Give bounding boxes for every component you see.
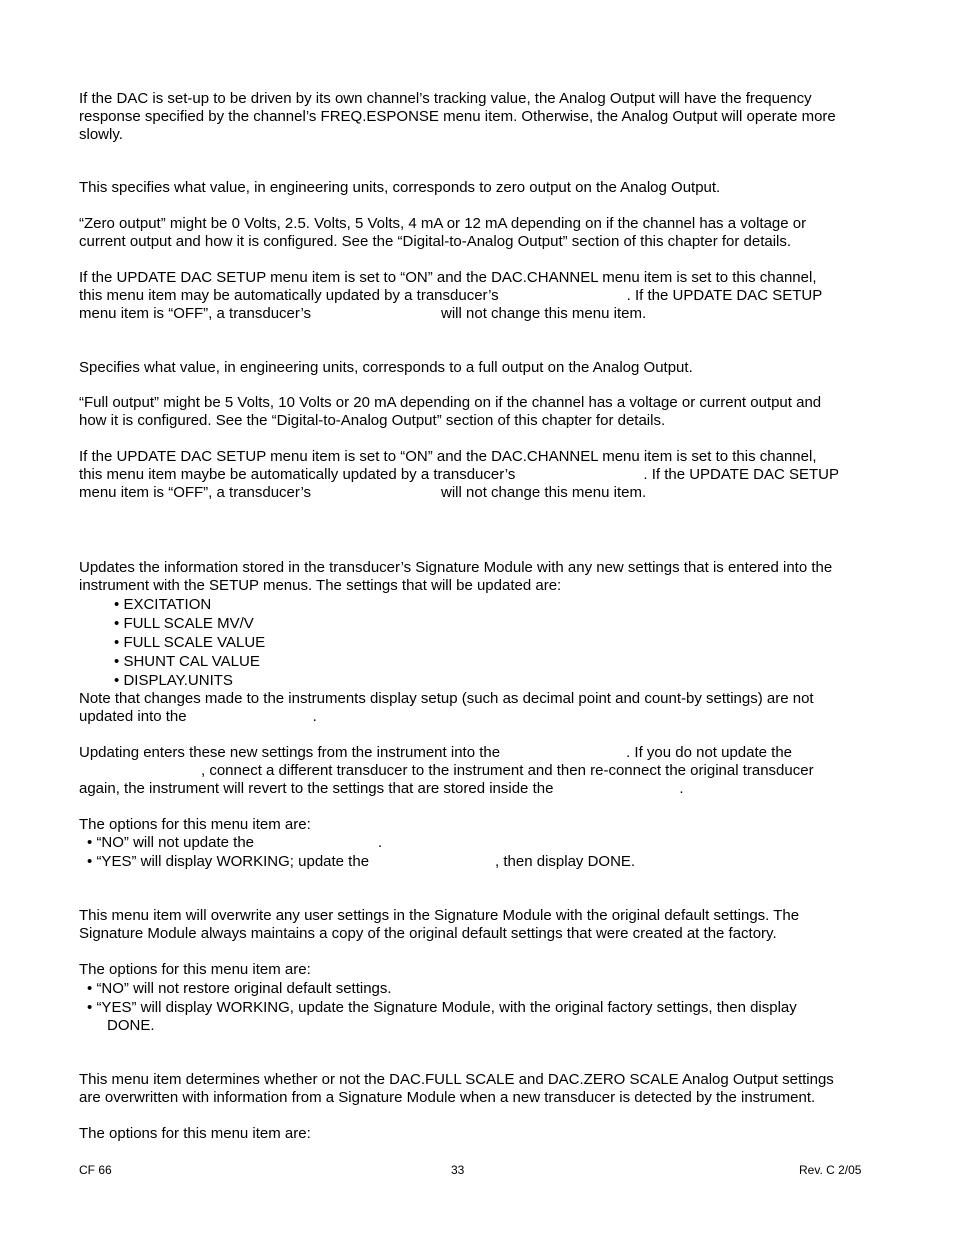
body-text-line <box>79 484 646 502</box>
footer-document-id: CF 66 <box>79 1163 112 1177</box>
text-segment: menu item is “OFF”, a transducer’s <box>79 484 312 501</box>
text-segment: . <box>312 708 317 725</box>
footer-revision: Rev. C 2/05 <box>799 1163 862 1177</box>
list-item <box>114 615 254 633</box>
body-text-line <box>79 780 684 798</box>
bullet-icon: • <box>87 980 93 997</box>
list-item-continuation: DONE. <box>107 1017 155 1034</box>
body-text-line <box>79 466 839 484</box>
body-text-line: Updates the information stored in the transducer’s Signature Module with any new settings that is entered into the <box>79 559 833 576</box>
text-segment: , connect a different transducer to the instrument and then re-connect the original transducer <box>201 762 814 779</box>
text-segment: again, the instrument will revert to the settings that are stored inside the <box>79 780 554 797</box>
body-text-line: Specifies what value, in engineering units, corresponds to a full output on the Analog Output. <box>79 359 693 376</box>
bullet-icon: • <box>87 999 93 1016</box>
body-text-line: This menu item determines whether or not the DAC.FULL SCALE and DAC.ZERO SCALE Analog Output settings <box>79 1071 834 1088</box>
bullet-icon: • <box>114 653 120 670</box>
list-item-label: EXCITATION <box>123 596 212 613</box>
bullet-icon: • <box>114 596 120 613</box>
list-item-label: FULL SCALE VALUE <box>123 634 266 651</box>
body-text-line: This menu item will overwrite any user settings in the Signature Module with the original default settings. The <box>79 907 800 924</box>
body-text-line: Signature Module always maintains a copy of the original default settings that were created at the factory. <box>79 925 777 942</box>
text-segment: . <box>679 780 684 797</box>
footer-page-number: 33 <box>451 1163 465 1177</box>
body-text-line <box>79 762 814 780</box>
text-segment: “NO” will not update the <box>96 834 255 851</box>
text-segment: Updating enters these new settings from the instrument into the <box>79 744 501 761</box>
text-segment: . <box>378 834 383 851</box>
list-item-label: SHUNT CAL VALUE <box>123 653 260 670</box>
list-item <box>87 980 392 998</box>
list-item-label: “NO” will not restore original default settings. <box>96 980 392 997</box>
body-text-line: how it is configured. See the “Digital-to-Analog Output” section of this chapter for details. <box>79 412 666 429</box>
body-text-line <box>79 708 317 726</box>
list-item-label: FULL SCALE MV/V <box>123 615 254 632</box>
body-text-line: The options for this menu item are: <box>79 961 311 978</box>
body-text-line: are overwritten with information from a Signature Module when a new transducer is detected by the instrument. <box>79 1089 816 1106</box>
body-text-line: If the UPDATE DAC SETUP menu item is set to “ON” and the DAC.CHANNEL menu item is set to this channel, <box>79 269 817 286</box>
list-item <box>114 653 260 671</box>
body-text-line: response specified by the channel’s FREQ.ESPONSE menu item. Otherwise, the Analog Output will operate more <box>79 108 836 125</box>
bullet-icon: • <box>87 834 93 851</box>
text-segment: updated into the <box>79 708 187 725</box>
body-text-line: current output and how it is configured. See the “Digital-to-Analog Output” section of this chapter for details. <box>79 233 792 250</box>
body-text-line: If the UPDATE DAC SETUP menu item is set to “ON” and the DAC.CHANNEL menu item is set to this channel, <box>79 448 817 465</box>
text-segment: menu item is “OFF”, a transducer’s <box>79 305 312 322</box>
text-segment: this menu item maybe be automatically updated by a transducer’s <box>79 466 516 483</box>
body-text-line <box>79 287 822 305</box>
body-text-line: “Zero output” might be 0 Volts, 2.5. Volts, 5 Volts, 4 mA or 12 mA depending on if the channel has a voltage or <box>79 215 807 232</box>
body-text-line: The options for this menu item are: <box>79 816 311 833</box>
text-segment: this menu item may be automatically updated by a transducer’s <box>79 287 499 304</box>
text-segment: . If the UPDATE DAC SETUP <box>643 466 839 483</box>
list-item <box>87 853 635 871</box>
text-segment: “YES” will display WORKING; update the <box>96 853 370 870</box>
bullet-icon: • <box>114 672 120 689</box>
list-item <box>87 999 797 1017</box>
list-item-label: “YES” will display WORKING, update the Signature Module, with the original factory settings, then display <box>96 999 797 1016</box>
list-item <box>114 634 265 652</box>
body-text-line: This specifies what value, in engineering units, corresponds to zero output on the Analog Output. <box>79 179 721 196</box>
text-segment: , then display DONE. <box>495 853 636 870</box>
body-text-line: “Full output” might be 5 Volts, 10 Volts or 20 mA depending on if the channel has a voltage or current output and <box>79 394 822 411</box>
body-text-line: Note that changes made to the instruments display setup (such as decimal point and count-by settings) are not <box>79 690 814 707</box>
body-text-line: The options for this menu item are: <box>79 1125 311 1142</box>
body-text-line: instrument with the SETUP menus. The settings that will be updated are: <box>79 577 562 594</box>
bullet-icon: • <box>114 634 120 651</box>
body-text-line: slowly. <box>79 126 123 143</box>
bullet-icon: • <box>114 615 120 632</box>
list-item <box>114 596 211 614</box>
text-segment: will not change this menu item. <box>441 484 647 501</box>
body-text-line: If the DAC is set-up to be driven by its own channel’s tracking value, the Analog Output will have the frequency <box>79 90 812 107</box>
text-segment: . If you do not update the <box>626 744 793 761</box>
list-item-label: DISPLAY.UNITS <box>123 672 233 689</box>
bullet-icon: • <box>87 853 93 870</box>
text-segment: will not change this menu item. <box>441 305 647 322</box>
body-text-line <box>79 305 646 323</box>
list-item <box>114 672 233 690</box>
list-item <box>87 834 382 852</box>
body-text-line <box>79 744 792 762</box>
text-segment: . If the UPDATE DAC SETUP <box>626 287 823 304</box>
